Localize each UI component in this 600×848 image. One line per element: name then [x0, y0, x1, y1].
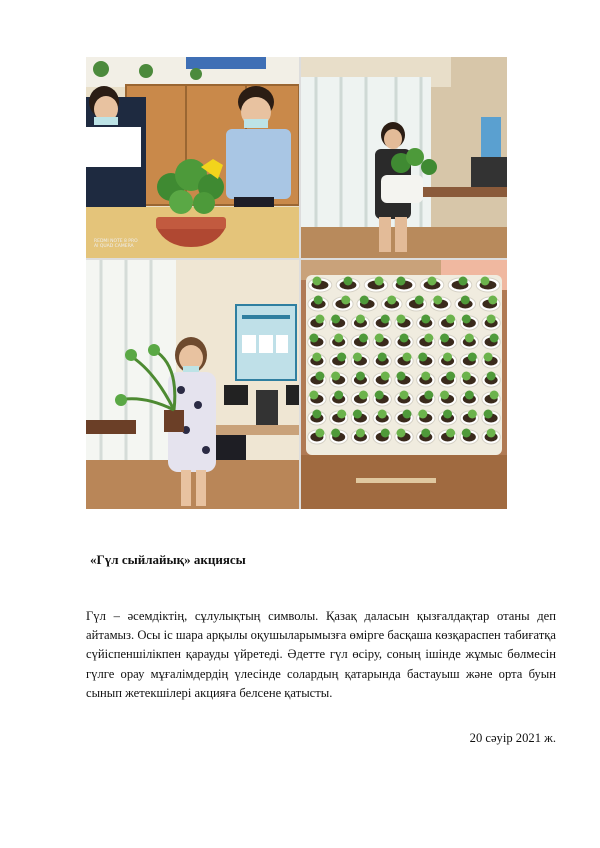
- photo-children-watering-plant: [86, 57, 299, 258]
- photo-seedlings-in-cups: [301, 260, 507, 509]
- article-title: «Гүл сыйлайық» акциясы: [90, 552, 246, 567]
- photo-collage: [86, 57, 507, 509]
- article-body: Гүл – әсемдіктің, сұлулықтың символы. Қазақ даласын қызғалдақтар отаны деп айтамыз. Осы іс шара арқылы оқушыларымызға өмірге басқаша көзқараспен табиғатқа сүйіспеншілікпен қарауды үйретеді. Әдетте гүл өсіру, соның ішінде жұмыс бөлмесін гүлге орау мұғалімдердің үлесінде солардың қатарында бастауыш және орта буын сынып жетекшілері акцияға белсене қатысты.: [86, 609, 556, 700]
- photo-teacher-holding-pot: [301, 57, 507, 258]
- camera-watermark-line1: REDMI NOTE 8 PRO: [94, 239, 138, 244]
- photo-teacher-with-plant: [86, 260, 299, 509]
- camera-watermark-line2: AI QUAD CAMERA: [94, 244, 134, 249]
- article-date: 20 сәуір 2021 ж.: [469, 731, 556, 745]
- camera-watermark: [94, 239, 138, 249]
